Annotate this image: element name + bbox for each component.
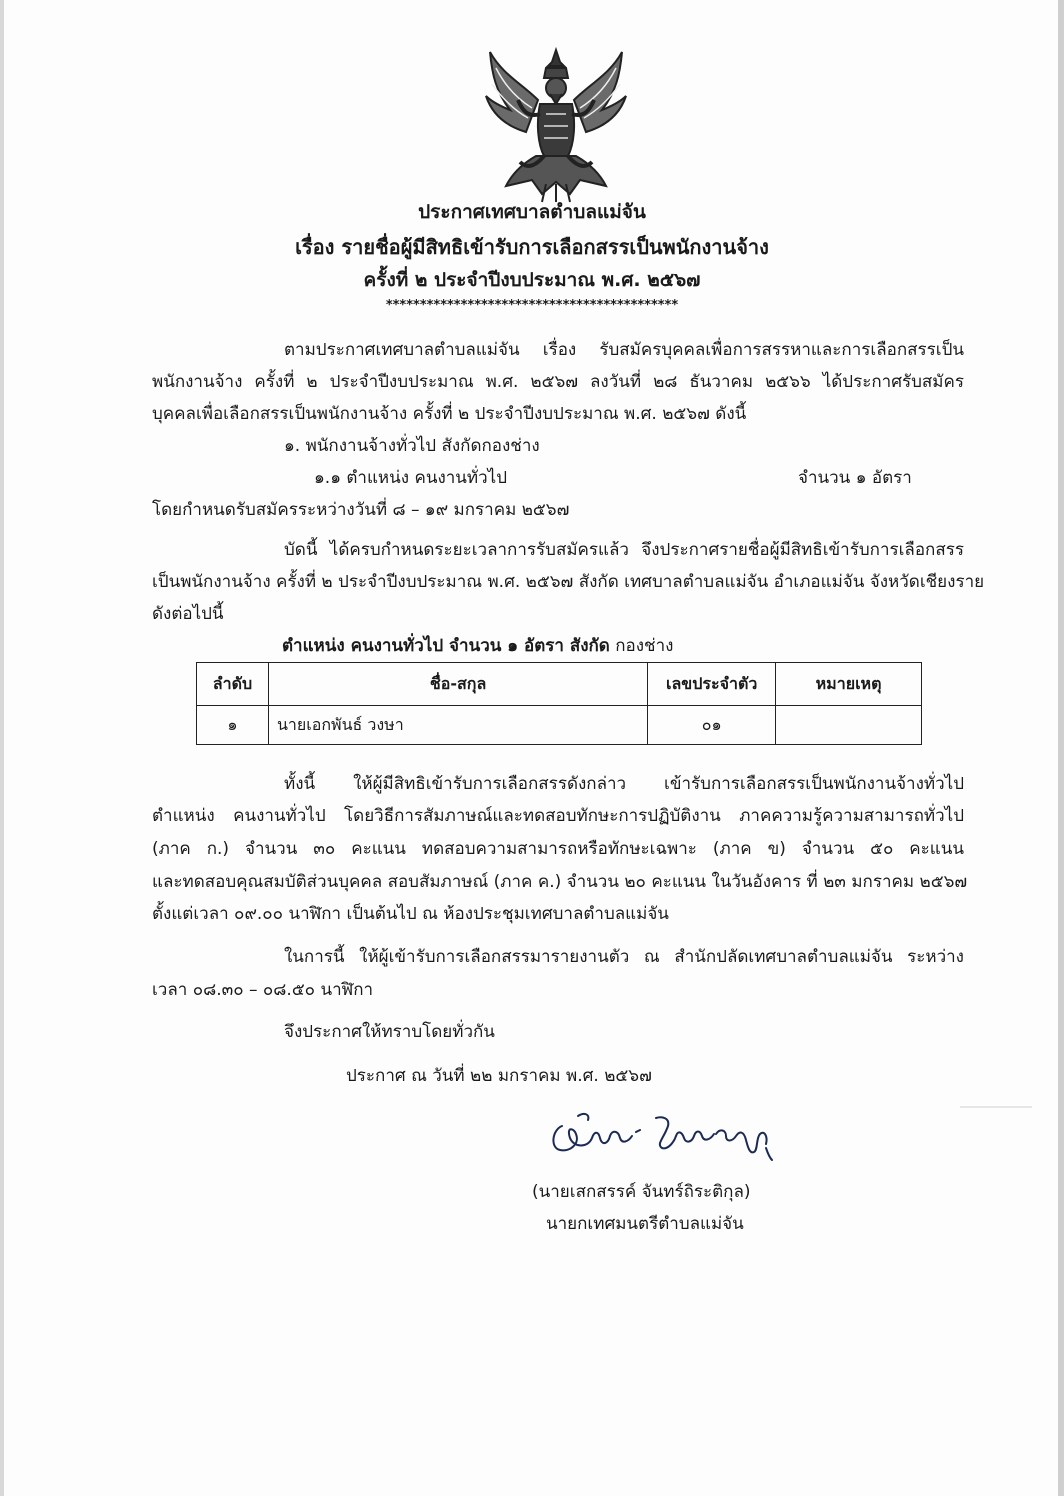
cell-order: ๑ bbox=[197, 706, 269, 745]
announce-line-2: เป็นพนักงานจ้าง ครั้งที่ ๒ ประจำปีงบประมาณ พ.ศ. ๒๕๖๗ สังกัด เทศบาลตำบลแม่จัน อำเภอแม่จัน จังหวัดเชียงราย bbox=[152, 572, 985, 592]
col-header-note: หมายเหตุ bbox=[776, 663, 922, 706]
item-1-1-position: ๑.๑ ตำแหน่ง คนงานทั่วไป bbox=[314, 468, 508, 488]
col-header-id: เลขประจำตัว bbox=[648, 663, 776, 706]
exam-line-5: ตั้งแต่เวลา ๐๙.๐๐ นาฬิกา เป็นต้นไป ณ ห้องประชุมเทศบาลตำบลแม่จัน bbox=[152, 904, 669, 924]
header-divider: ******************************************* bbox=[385, 298, 679, 313]
announce-line-3: ดังต่อไปนี้ bbox=[152, 604, 224, 624]
cell-id: ๐๑ bbox=[648, 706, 776, 745]
intro-line-3: บุคคลเพื่อเลือกสรรเป็นพนักงานจ้าง ครั้งที่ ๒ ประจำปีงบประมาณ พ.ศ. ๒๕๖๗ ดังนี้ bbox=[152, 404, 747, 424]
intro-line-1: ตามประกาศเทศบาลตำบลแม่จัน เรื่อง รับสมัครบุคคลเพื่อการสรรหาและการเลือกสรรเป็น bbox=[284, 340, 964, 360]
candidate-table bbox=[196, 662, 922, 745]
intro-line-2: พนักงานจ้าง ครั้งที่ ๒ ประจำปีงบประมาณ พ.ศ. ๒๕๖๗ ลงวันที่ ๒๘ ธันวาคม ๒๕๖๖ ได้ประกาศรับสมัคร bbox=[152, 372, 964, 392]
table-caption-bold: ตำแหน่ง คนงานทั่วไป จำนวน ๑ อัตรา สังกัด bbox=[282, 636, 610, 656]
signature-image bbox=[544, 1108, 780, 1164]
exam-line-1: ทั้งนี้ ให้ผู้มีสิทธิเข้ารับการเลือกสรรดังกล่าว เข้ารับการเลือกสรรเป็นพนักงานจ้างทั่วไป bbox=[284, 774, 964, 794]
table-caption bbox=[282, 632, 673, 659]
col-header-order: ลำดับ bbox=[197, 663, 269, 706]
announce-line-1: บัดนี้ ได้ครบกำหนดระยะเวลาการรับสมัครแล้ว จึงประกาศรายชื่อผู้มีสิทธิเข้ารับการเลือกสรร bbox=[284, 540, 964, 560]
report-line-1: ในการนี้ ให้ผู้เข้ารับการเลือกสรรมารายงานตัว ณ สำนักปลัดเทศบาลตำบลแม่จัน ระหว่าง bbox=[284, 947, 964, 967]
table-header-row bbox=[197, 663, 922, 706]
signer-title: นายกเทศมนตรีตำบลแม่จัน bbox=[546, 1214, 744, 1234]
announcement-date: ประกาศ ณ วันที่ ๒๒ มกราคม พ.ศ. ๒๕๖๗ bbox=[346, 1066, 652, 1086]
announcement-round: ครั้งที่ ๒ ประจำปีงบประมาณ พ.ศ. ๒๕๖๗ bbox=[363, 269, 701, 291]
exam-line-2: ตำแหน่ง คนงานทั่วไป โดยวิธีการสัมภาษณ์และทดสอบทักษะการปฏิบัติงาน ภาคความรู้ความสามารถทั่วไป bbox=[152, 806, 964, 826]
application-period: โดยกำหนดรับสมัครระหว่างวันที่ ๘ – ๑๙ มกราคม ๒๕๖๗ bbox=[152, 500, 570, 520]
exam-line-4: และทดสอบคุณสมบัติส่วนบุคคล สอบสัมภาษณ์ (ภาค ค.) จำนวน ๒๐ คะแนน ในวันอังคาร ที่ ๒๓ มกราคม ๒๕๖๗ bbox=[152, 872, 968, 892]
cell-note bbox=[776, 706, 922, 745]
announcement-subject: เรื่อง รายชื่อผู้มีสิทธิเข้ารับการเลือกสรรเป็นพนักงานจ้าง bbox=[295, 235, 769, 259]
item-1-1-count: จำนวน ๑ อัตรา bbox=[798, 468, 912, 488]
cell-name: นายเอกพันธ์ วงษา bbox=[268, 706, 647, 745]
table-row bbox=[197, 706, 922, 745]
report-line-2: เวลา ๐๘.๓๐ – ๐๘.๕๐ นาฬิกา bbox=[152, 980, 374, 1000]
closing-line: จึงประกาศให้ทราบโดยทั่วกัน bbox=[284, 1022, 495, 1042]
table-caption-dept: กองช่าง bbox=[609, 636, 674, 656]
exam-line-3: (ภาค ก.) จำนวน ๓๐ คะแนน ทดสอบความสามารถหรือทักษะเฉพาะ (ภาค ข) จำนวน ๕๐ คะแนน bbox=[152, 839, 964, 859]
signer-name: (นายเสกสรรค์ จันทร์ถิระติกุล) bbox=[532, 1182, 751, 1202]
scan-smudge bbox=[960, 1106, 1032, 1108]
garuda-emblem-icon bbox=[482, 44, 630, 204]
item-1: ๑. พนักงานจ้างทั่วไป สังกัดกองช่าง bbox=[284, 436, 540, 456]
col-header-name: ชื่อ-สกุล bbox=[268, 663, 647, 706]
announcement-org-title: ประกาศเทศบาลตำบลแม่จัน bbox=[418, 201, 646, 223]
